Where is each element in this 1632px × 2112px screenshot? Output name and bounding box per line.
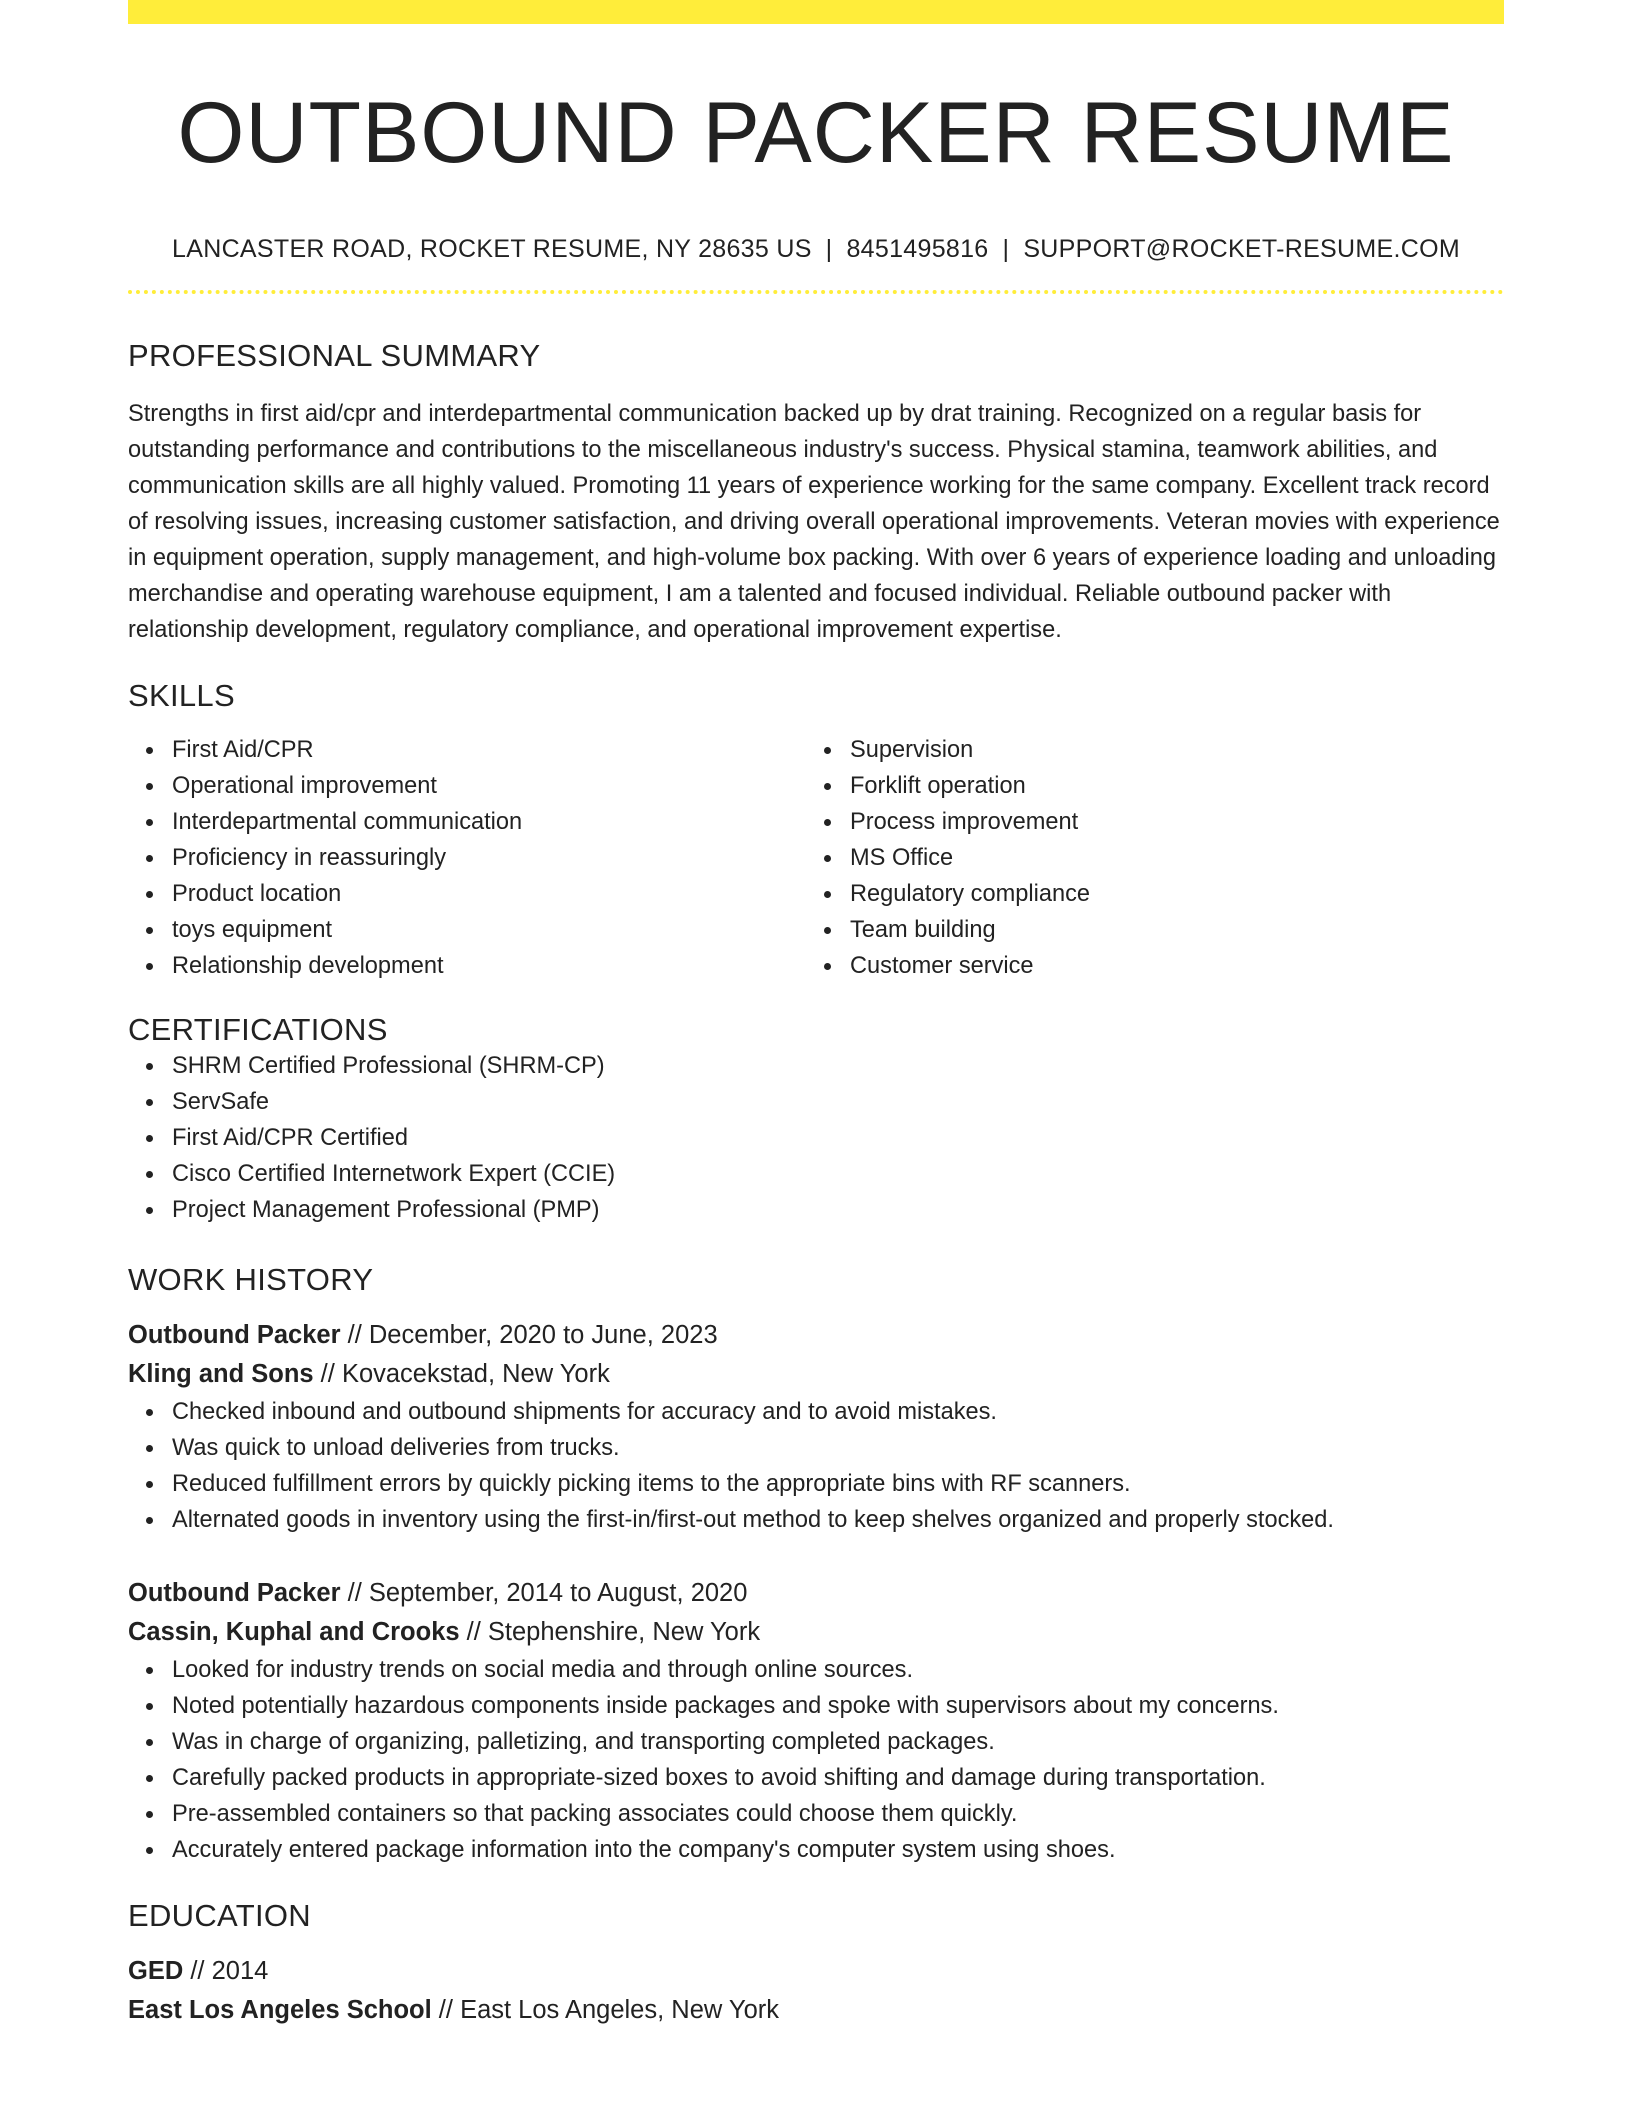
certifications-list (128, 1048, 1504, 1228)
job-role: Outbound Packer (128, 1578, 341, 1607)
skill-item: Customer service (850, 948, 1484, 984)
job-divider: // (340, 1320, 369, 1349)
education-entry (128, 1952, 1504, 2030)
job-divider: // (340, 1578, 369, 1607)
contact-separator: | (825, 234, 833, 263)
education-degree: GED (128, 1956, 184, 1985)
skill-item: Relationship development (172, 948, 806, 984)
skills-column-left (128, 732, 806, 984)
accent-top-bar (128, 0, 1504, 24)
education-heading: EDUCATION (128, 1897, 311, 1933)
skills-list-left (128, 732, 806, 984)
job-duty-item: Pre-assembled containers so that packing associates could choose them quickly. (172, 1796, 1504, 1832)
resume-title: OUTBOUND PACKER RESUME (177, 85, 1455, 181)
education-divider: // (183, 1956, 212, 1985)
job-company-line (128, 1613, 1504, 1652)
job-divider: // (313, 1359, 342, 1388)
job-duty-item: Carefully packed products in appropriate-sized boxes to avoid shifting and damage during transportation. (172, 1760, 1504, 1796)
education-school-line (128, 1991, 1504, 2030)
job-entry (128, 1316, 1504, 1538)
job-duty-item: Was quick to unload deliveries from trucks. (172, 1430, 1504, 1466)
skill-item: Product location (172, 876, 806, 912)
job-company: Cassin, Kuphal and Crooks (128, 1617, 460, 1646)
skills-grid (128, 732, 1504, 984)
job-dates: September, 2014 to August, 2020 (368, 1578, 748, 1607)
job-duty-item: Alternated goods in inventory using the first-in/first-out method to keep shelves organized and properly stocked. (172, 1502, 1504, 1538)
job-location: Kovacekstad, New York (341, 1359, 610, 1388)
job-company: Kling and Sons (128, 1359, 314, 1388)
skills-heading: SKILLS (128, 677, 235, 713)
education-degree-line (128, 1952, 1504, 1991)
contact-address: LANCASTER ROAD, ROCKET RESUME, NY 28635 US (172, 234, 812, 263)
certifications-heading: CERTIFICATIONS (128, 1011, 388, 1047)
job-location: Stephenshire, New York (487, 1617, 761, 1646)
summary-heading: PROFESSIONAL SUMMARY (128, 337, 541, 373)
certification-item: Cisco Certified Internetwork Expert (CCIE) (172, 1156, 1504, 1192)
job-duty-item: Looked for industry trends on social media and through online sources. (172, 1652, 1504, 1688)
education-year: 2014 (211, 1956, 269, 1985)
job-role: Outbound Packer (128, 1320, 341, 1349)
job-duty-item: Was in charge of organizing, palletizing, and transporting completed packages. (172, 1724, 1504, 1760)
job-entry (128, 1574, 1504, 1868)
job-dates: December, 2020 to June, 2023 (368, 1320, 718, 1349)
education-school: East Los Angeles School (128, 1995, 432, 2024)
education-location: East Los Angeles, New York (460, 1995, 780, 2024)
job-duty-item: Checked inbound and outbound shipments for accuracy and to avoid mistakes. (172, 1394, 1504, 1430)
contact-phone: 8451495816 (846, 234, 989, 263)
skill-item: Team building (850, 912, 1484, 948)
job-duties-list (128, 1394, 1504, 1538)
skill-item: Regulatory compliance (850, 876, 1484, 912)
dotted-divider (128, 290, 1504, 294)
job-company-line (128, 1355, 1504, 1394)
job-role-line (128, 1574, 1504, 1613)
contact-separator: | (1002, 234, 1010, 263)
skill-item: MS Office (850, 840, 1484, 876)
summary-text: Strengths in first aid/cpr and interdepartmental communication backed up by drat training. Recognized on a regular basis for outstanding performance and contributions to the miscellaneous industry's success. Physical stamina, teamwork abilities, and communication skills are all highly valued. Promoting 11 years of experience working for the same company. Excellent track record of resolving issues, increasing customer satisfaction, and driving overall operational improvements. Veteran movies with experience in equipment operation, supply management, and high-volume box packing. With over 6 years of experience loading and unloading merchandise and operating warehouse equipment, I am a talented and focused individual. Reliable outbound packer with relationship development, regulatory compliance, and operational improvement expertise. (128, 400, 1500, 643)
skill-item: Proficiency in reassuringly (172, 840, 806, 876)
skill-item: toys equipment (172, 912, 806, 948)
job-duty-item: Noted potentially hazardous components inside packages and spoke with supervisors about my concerns. (172, 1688, 1504, 1724)
skills-column-right (806, 732, 1484, 984)
certification-item: ServSafe (172, 1084, 1504, 1120)
skill-item: Interdepartmental communication (172, 804, 806, 840)
certification-item: SHRM Certified Professional (SHRM-CP) (172, 1048, 1504, 1084)
job-role-line (128, 1316, 1504, 1355)
job-divider: // (459, 1617, 488, 1646)
skill-item: Operational improvement (172, 768, 806, 804)
skill-item: First Aid/CPR (172, 732, 806, 768)
job-duty-item: Reduced fulfillment errors by quickly picking items to the appropriate bins with RF scanners. (172, 1466, 1504, 1502)
skills-list-right (806, 732, 1484, 984)
contact-line (128, 235, 1504, 264)
job-duties-list (128, 1652, 1504, 1868)
education-divider: // (431, 1995, 461, 2024)
skill-item: Forklift operation (850, 768, 1484, 804)
job-duty-item: Accurately entered package information into the company's computer system using shoes. (172, 1832, 1504, 1868)
certification-item: Project Management Professional (PMP) (172, 1192, 1504, 1228)
work-history-heading: WORK HISTORY (128, 1261, 374, 1297)
resume-page (128, 0, 1504, 2112)
skill-item: Supervision (850, 732, 1484, 768)
skill-item: Process improvement (850, 804, 1484, 840)
certification-item: First Aid/CPR Certified (172, 1120, 1504, 1156)
contact-email: SUPPORT@ROCKET-RESUME.COM (1023, 234, 1460, 263)
